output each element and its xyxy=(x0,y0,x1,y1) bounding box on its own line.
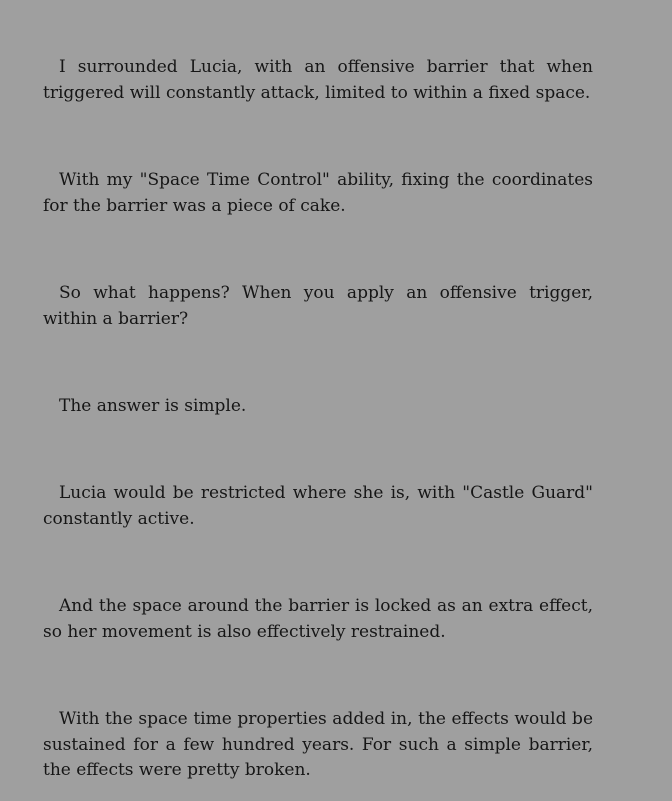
paragraph: And the space around the barrier is locked as an extra effect, so her movement is also effectively restrained. xyxy=(43,596,593,642)
paragraph: The answer is simple. xyxy=(59,396,247,416)
paragraph: So what happens? When you apply an offensive trigger, within a barrier? xyxy=(43,283,593,329)
paragraph: With the space time properties added in, the effects would be sustained for a few hundred years. For such a simple barrier, the effects were pretty broken. xyxy=(43,709,593,780)
paragraph: Lucia would be restricted where she is, with "Castle Guard" constantly active. xyxy=(43,483,593,529)
paragraph: With my "Space Time Control" ability, fixing the coordinates for the barrier was a piece of cake. xyxy=(43,170,593,216)
paragraph: I surrounded Lucia, with an offensive barrier that when triggered will constantly attack, limited to within a fixed space. xyxy=(43,57,593,103)
